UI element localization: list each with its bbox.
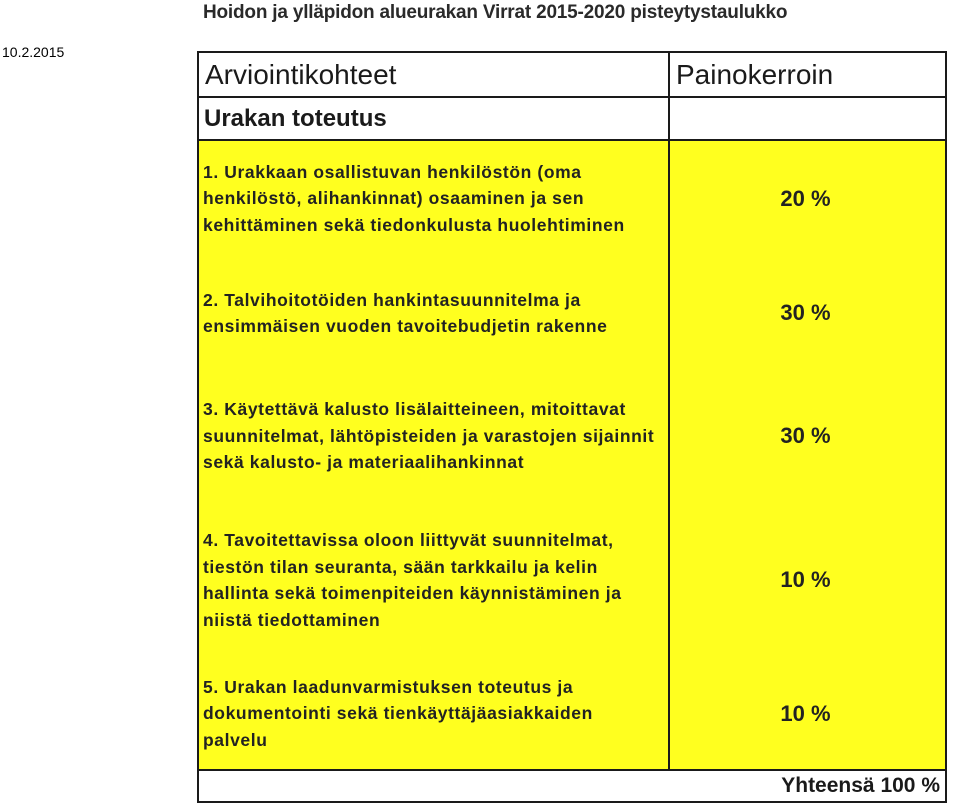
- weight-value: 30 %: [780, 423, 831, 448]
- document-title: Hoidon ja ylläpidon alueurakan Virrat 2015-2020 pisteytystaulukko: [203, 2, 788, 23]
- table-row: [198, 502, 946, 658]
- criteria-column-header: Arviointikohteet: [198, 52, 669, 97]
- criterion-cell: [198, 502, 669, 658]
- weight-cell: [669, 658, 946, 770]
- table-header-row: [198, 52, 946, 97]
- weight-value: 10 %: [780, 567, 831, 592]
- table-row: [198, 370, 946, 502]
- criterion-text: 5. Urakan laadunvarmistuksen toteutus ja dokumentointi sekä tienkäyttäjäasiakkaiden palvelu: [203, 676, 593, 750]
- table-row: [198, 256, 946, 370]
- section-title: Urakan toteutus: [198, 97, 669, 140]
- table-row: [198, 658, 946, 770]
- scoring-table: [197, 51, 947, 803]
- document-date: 10.2.2015: [2, 44, 65, 60]
- criterion-text: 3. Käytettävä kalusto lisälaitteineen, mitoittavat suunnitelmat, lähtöpisteiden ja varastojen sijainnit sekä kalusto- ja materiaalihankinnat: [203, 399, 655, 473]
- total-label: Yhteensä 100 %: [198, 770, 946, 802]
- section-weight-empty-cell: [669, 97, 946, 140]
- criterion-cell: [198, 140, 669, 256]
- criterion-cell: [198, 658, 669, 770]
- criterion-cell: [198, 256, 669, 370]
- table-row: [198, 140, 946, 256]
- weight-value: 20 %: [780, 185, 831, 211]
- criterion-text: 1. Urakkaan osallistuvan henkilöstön (oma henkilöstö, alihankinnat) osaaminen ja sen kehittäminen sekä tiedonkulusta huolehtiminen: [203, 161, 625, 235]
- criterion-text: 2. Talvihoitotöiden hankintasuunnitelma ja ensimmäisen vuoden tavoitebudjetin rakenne: [203, 289, 608, 336]
- weight-value: 30 %: [780, 300, 831, 325]
- weight-cell: [669, 140, 946, 256]
- section-row: [198, 97, 946, 140]
- weight-cell: [669, 502, 946, 658]
- weight-column-header: Painokerroin: [669, 52, 946, 97]
- criterion-cell: [198, 370, 669, 502]
- weight-cell: [669, 256, 946, 370]
- total-row: [198, 770, 946, 802]
- weight-cell: [669, 370, 946, 502]
- weight-value: 10 %: [780, 700, 831, 726]
- criterion-text: 4. Tavoitettavissa oloon liittyvät suunnitelmat, tiestön tilan seuranta, sään tarkkailu ja kelin hallinta sekä toimenpiteiden käynnistäminen ja niistä tiedottaminen: [203, 530, 622, 630]
